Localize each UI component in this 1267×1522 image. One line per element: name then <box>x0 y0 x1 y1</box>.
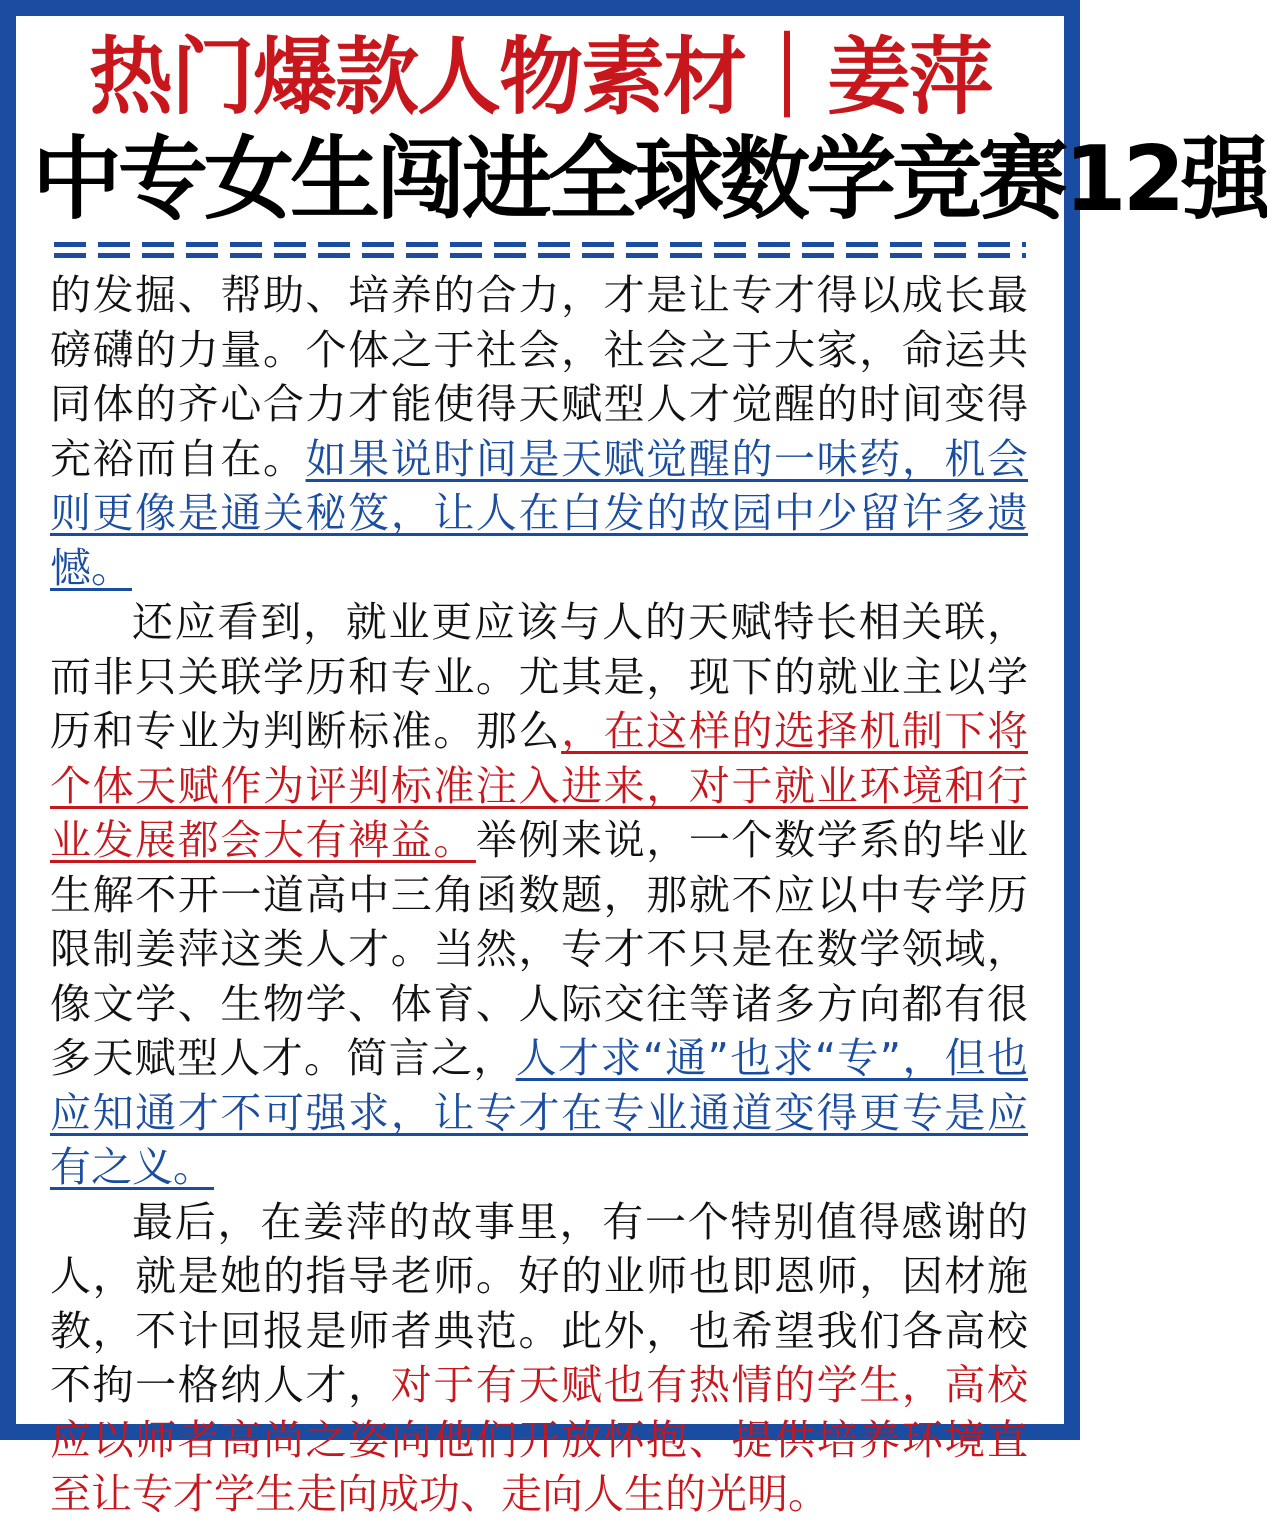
dashed-divider <box>54 242 1026 258</box>
paragraph-1 <box>50 268 1028 595</box>
highlight-blue-segment: 人才求“通”也求“专”，但也应知通才不可强求，让专才在专业通道变得更专是应有之义。 <box>50 1034 1028 1191</box>
body-text-segment: 的发掘、帮助、培养的合力，才是让专才得以成长最磅礴的力量。个体之于社会，社会之于大家，命运共同体的齐心合力才能使得天赋型人才觉醒的时间变得充裕而自在。 <box>50 271 1028 483</box>
title-topic: 热门爆款人物素材｜姜萍 <box>88 28 991 126</box>
article-body <box>50 268 1028 1522</box>
body-text-segment: 最后，在姜萍的故事里，有一个特别值得感谢的人，就是她的指导老师。好的业师也即恩师，因材施教，不计回报是师者典范。此外，也希望我们各高校不拘一格纳人才， <box>50 1197 1028 1409</box>
header <box>32 28 1267 232</box>
highlight-red-underlined-segment: ，在这样的选择机制下将个体天赋作为评判标准注入进来，对于就业环境和行业发展都会大有裨益。 <box>50 707 1029 864</box>
highlight-red-segment: 对于有天赋也有热情的学生，高校应以师者高尚之姿向他们开放怀抱、提供培养环境直至让专才学生走向成功、走向人生的光明。 <box>50 1361 1029 1518</box>
title-headline: 中专女生闯进全球数学竞赛12强 <box>32 127 1267 232</box>
paragraph-2 <box>50 595 1028 1195</box>
body-text-segment: 举例来说，一个数学系的毕业生解不开一道高中三角函数题，那就不应以中专学历限制姜萍这类人才。当然，专才不只是在数学领域，像文学、生物学、体育、人际交往等诸多方向都有很多天赋型人才。简言之， <box>50 816 1029 1082</box>
paragraph-3 <box>50 1195 1028 1522</box>
body-text-segment: 还应看到，就业更应该与人的天赋特长相关联，而非只关联学历和专业。尤其是，现下的就业主以学历和专业为判断标准。那么 <box>50 598 1028 755</box>
highlight-blue-segment: 如果说时间是天赋觉醒的一味药，机会则更像是通关秘笈，让人在白发的故园中少留许多遗憾。 <box>50 434 1028 592</box>
